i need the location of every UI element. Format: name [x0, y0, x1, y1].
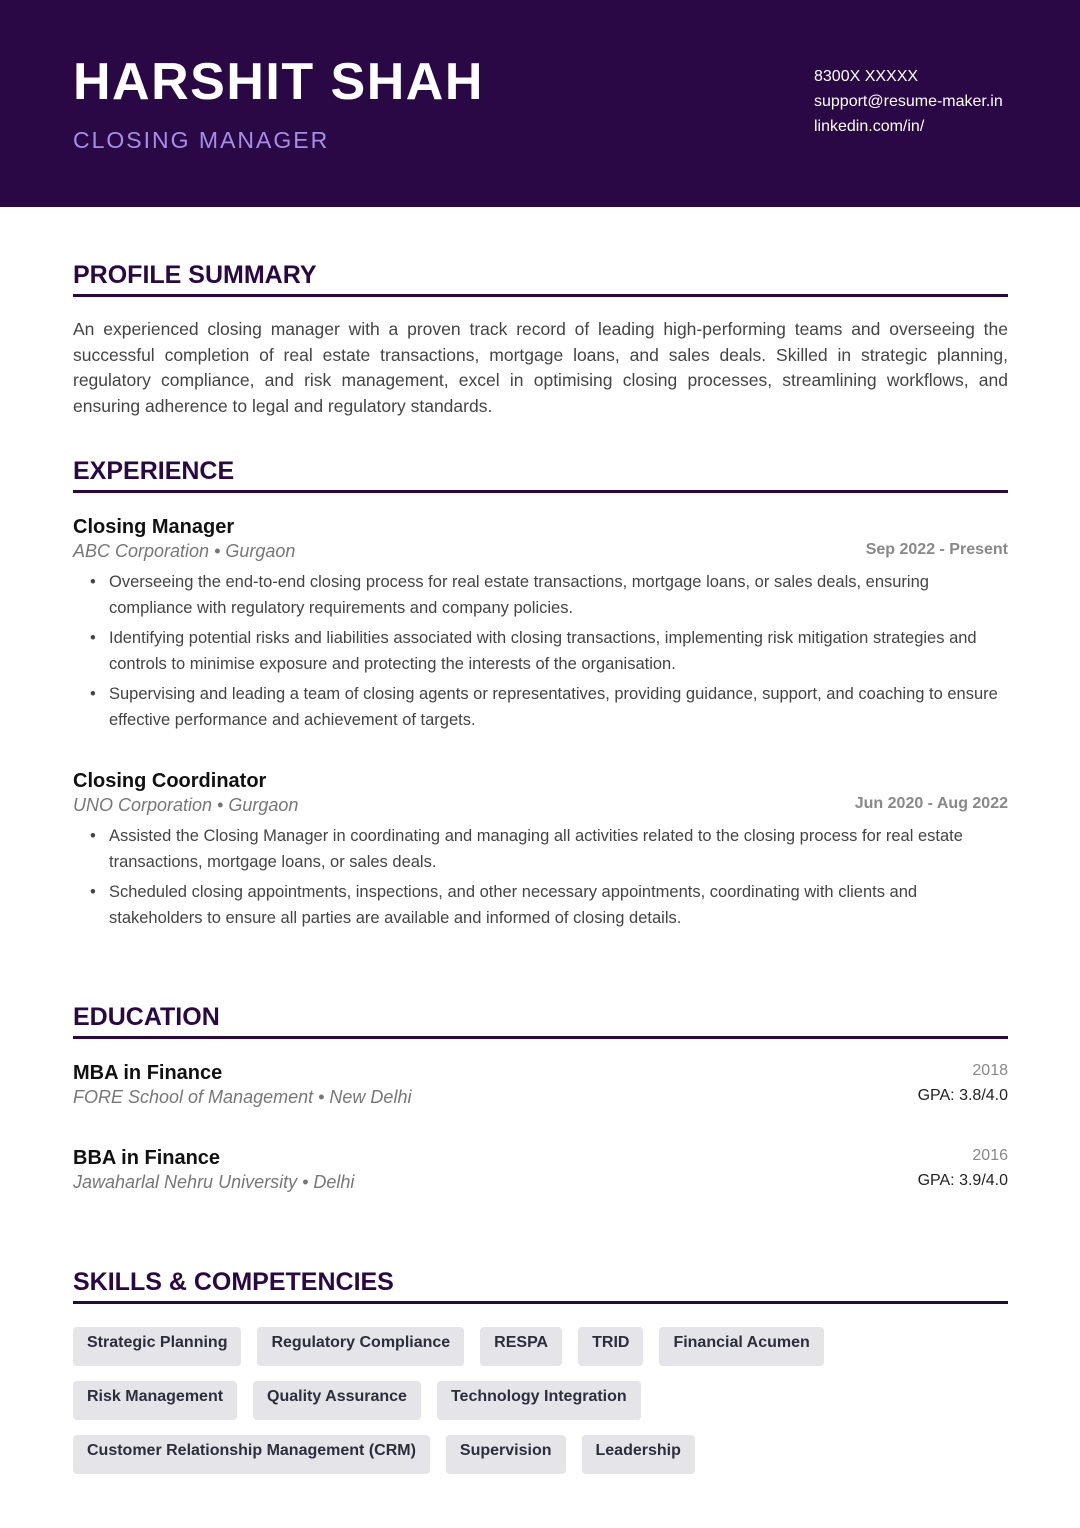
job-company: ABC Corporation • Gurgaon [73, 541, 296, 561]
education-degree: BBA in Finance [73, 1147, 221, 1169]
profile-summary-text: An experienced closing manager with a proven track record of leading high-performing teams and overseeing the successful completion of real estate transactions, mortgage loans, and sales deals. Skilled in strategic planning, regulatory compliance, and risk management, excel in optimising closing processes, streamlining workflows, and ensuring adherence to legal and regulatory standards. [73, 319, 1008, 416]
job-title: Closing Manager [73, 516, 235, 538]
job-company: UNO Corporation • Gurgaon [73, 795, 299, 815]
skill-chip: Regulatory Compliance [257, 1327, 464, 1366]
skill-chip: Leadership [582, 1435, 695, 1474]
education-school: Jawaharlal Nehru University • Delhi [73, 1172, 355, 1192]
section-title-skills: SKILLS & COMPETENCIES [73, 1268, 394, 1296]
education-gpa: GPA: 3.9/4.0 [917, 1172, 1008, 1189]
skills-list [73, 1327, 1013, 1489]
education-year: 2016 [972, 1147, 1008, 1164]
job-bullet: • Assisted the Closing Manager in coordinating and managing all activities related to the closing process for real estate transactions, mortgage loans, or sales deals. [90, 824, 1010, 875]
skill-chip: Financial Acumen [659, 1327, 823, 1366]
job-dates: Jun 2020 - Aug 2022 [854, 795, 1008, 812]
job-bullet: • Scheduled closing appointments, inspections, and other necessary appointments, coordinating with clients and stakeholders to ensure all parties are available and informed of closing details. [90, 880, 1010, 931]
skill-chip: Risk Management [73, 1381, 237, 1420]
education-school: FORE School of Management • New Delhi [73, 1087, 412, 1107]
skill-chip: Technology Integration [437, 1381, 641, 1420]
skill-chip: Quality Assurance [253, 1381, 421, 1420]
skill-chip: TRID [578, 1327, 643, 1366]
candidate-role: CLOSING MANAGER [73, 127, 330, 153]
skill-chip: Strategic Planning [73, 1327, 241, 1366]
skill-row [73, 1435, 1013, 1474]
job-dates: Sep 2022 - Present [865, 541, 1008, 558]
skill-chip: RESPA [480, 1327, 562, 1366]
skill-row [73, 1327, 1013, 1366]
education-year: 2018 [972, 1062, 1008, 1079]
job-bullets [90, 824, 1010, 936]
contact-phone: 8300X XXXXX [814, 68, 919, 85]
section-divider [73, 294, 1008, 297]
section-title-summary: PROFILE SUMMARY [73, 261, 317, 289]
skill-chip: Customer Relationship Management (CRM) [73, 1435, 430, 1474]
section-title-experience: EXPERIENCE [73, 457, 235, 485]
contact-linkedin[interactable]: linkedin.com/in/ [814, 118, 925, 135]
job-bullet: • Overseeing the end-to-end closing process for real estate transactions, mortgage loans, or sales deals, ensuring compliance with regulatory requirements and company policies. [90, 570, 1010, 621]
candidate-name: HARSHIT SHAH [73, 53, 484, 111]
skill-chip: Supervision [446, 1435, 566, 1474]
job-bullet: • Supervising and leading a team of closing agents or representatives, providing guidance, support, and coaching to ensure effective performance and achievement of targets. [90, 682, 1010, 733]
job-bullet: • Identifying potential risks and liabilities associated with closing transactions, implementing risk mitigation strategies and controls to minimise exposure and protecting the interests of the organisation. [90, 626, 1010, 677]
contact-block [814, 64, 1054, 139]
education-degree: MBA in Finance [73, 1062, 223, 1084]
section-divider [73, 1036, 1008, 1039]
job-title: Closing Coordinator [73, 770, 267, 792]
contact-email[interactable]: support@resume-maker.in [814, 93, 1003, 110]
skill-row [73, 1381, 1013, 1420]
job-bullets [90, 570, 1010, 738]
section-title-education: EDUCATION [73, 1003, 220, 1031]
section-divider [73, 490, 1008, 493]
education-gpa: GPA: 3.8/4.0 [917, 1087, 1008, 1104]
resume-header [0, 0, 1080, 207]
section-divider [73, 1301, 1008, 1304]
